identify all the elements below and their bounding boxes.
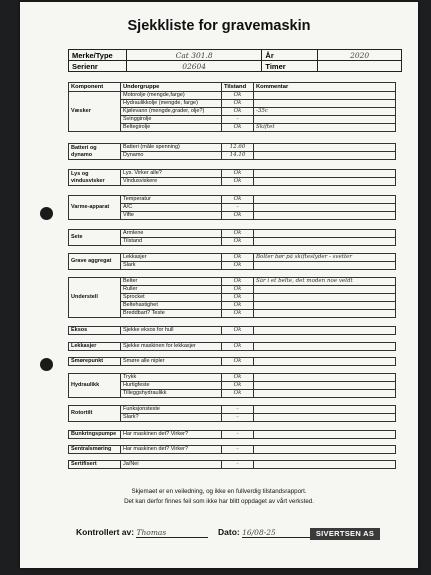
subgroup-cell: Temperatur [121, 196, 222, 204]
state-cell: Ok [222, 230, 254, 238]
state-cell: Ok [222, 382, 254, 390]
state-cell: Ok [222, 262, 254, 270]
table-row [69, 446, 396, 454]
subgroup-cell: Sjekke maskinen for lekkasjer [121, 343, 222, 351]
group-table [68, 82, 396, 132]
table-row [69, 406, 396, 414]
serienr-label: Serienr [69, 61, 127, 72]
kontrollert-field [76, 527, 208, 538]
subgroup-cell: Kjølevann (mengde,grader, olje?) [121, 108, 222, 116]
comment-cell [254, 374, 396, 382]
state-cell: 14.10 [222, 152, 254, 160]
state-cell: – [222, 406, 254, 414]
state-cell: – [222, 461, 254, 469]
subgroup-cell: Lys. Virker alle? [121, 170, 222, 178]
component-name: Lekkasjer [69, 343, 121, 351]
comment-cell [254, 238, 396, 246]
table-row [69, 374, 396, 382]
component-name: Rotortilt [69, 406, 121, 422]
subgroup-cell: Tilstand [121, 238, 222, 246]
comment-cell [254, 262, 396, 270]
subgroup-cell: Har maskinen det? Virker? [121, 446, 222, 454]
comment-cell [254, 343, 396, 351]
state-cell: Ok [222, 238, 254, 246]
component-name: Sertifisert [69, 461, 121, 469]
subgroup-cell: Slark [121, 262, 222, 270]
timer-value [318, 61, 402, 72]
table-row [69, 343, 396, 351]
state-cell: Ok [222, 170, 254, 178]
group-table [68, 253, 396, 270]
comment-cell [254, 144, 396, 152]
dato-field [218, 527, 312, 538]
subgroup-cell: A/C [121, 204, 222, 212]
checklist-sheet [20, 2, 418, 568]
subgroup-cell: Vifte [121, 212, 222, 220]
component-name: Bunkringspumpe [69, 431, 121, 439]
state-cell: Ok [222, 100, 254, 108]
ar-label: År [262, 50, 318, 61]
state-cell: Ok [222, 212, 254, 220]
subgroup-cell: Ruller [121, 286, 222, 294]
subgroup-cell: Vindusviskere [121, 178, 222, 186]
state-cell: Ok [222, 358, 254, 366]
comment-cell: Skiftet [254, 124, 396, 132]
subgroup-cell: Trykk [121, 374, 222, 382]
subgroup-cell: Sjekke eksos for hull [121, 327, 222, 335]
comment-cell [254, 100, 396, 108]
page-title: Sjekkliste for gravemaskin [127, 18, 311, 34]
disclaimer-line-1: Skjemaet er en veiledning, og ikke en fullverdig tilstandsrapport. [131, 488, 307, 495]
state-cell: Ok [222, 108, 254, 116]
state-cell: Ok [222, 178, 254, 186]
comment-cell [254, 152, 396, 160]
comment-cell [254, 382, 396, 390]
table-row [69, 358, 396, 366]
comment-cell [254, 204, 396, 212]
state-cell: – [222, 446, 254, 454]
dato-value: 16/08-25 [242, 528, 312, 538]
state-cell: Ok [222, 374, 254, 382]
comment-cell [254, 327, 396, 335]
comment-cell [254, 196, 396, 204]
state-cell: Ok [222, 196, 254, 204]
subgroup-cell: Beltegirolje [121, 124, 222, 132]
comment-cell [254, 294, 396, 302]
subgroup-cell: Tilleggshydraulikk [121, 390, 222, 398]
component-name: Hydraulikk [69, 374, 121, 398]
state-cell: Ok [222, 302, 254, 310]
subgroup-cell: Har maskinen det? Virker? [121, 431, 222, 439]
subgroup-cell: Smøre alle nipler [121, 358, 222, 366]
state-cell: Ok [222, 286, 254, 294]
comment-cell [254, 358, 396, 366]
group-table [68, 143, 396, 160]
state-cell: 12.60 [222, 144, 254, 152]
subgroup-cell: Armlene [121, 230, 222, 238]
group-table [68, 229, 396, 246]
subgroup-cell: Ja/Nei [121, 461, 222, 469]
column-header: Tilstand [222, 83, 254, 92]
comment-cell [254, 310, 396, 318]
subgroup-cell: Dynamo [121, 152, 222, 160]
dato-label: Dato: [218, 527, 240, 537]
table-row [69, 230, 396, 238]
component-name: Varme-apparat [69, 196, 121, 220]
group-table [68, 373, 396, 398]
comment-cell [254, 212, 396, 220]
table-row [69, 92, 396, 100]
group-table [68, 357, 396, 366]
comment-cell: Bolter bør på skifteslyder - svetter [254, 254, 396, 262]
component-name: Sentralsmøring [69, 446, 121, 454]
disclaimer-line-2: Det kan derfor finnes feil som ikke har blitt oppdaget av vårt verksted. [124, 498, 314, 505]
group-table [68, 460, 396, 469]
serienr-value: 02604 [126, 61, 262, 72]
comment-cell [254, 406, 396, 414]
state-cell: Ok [222, 310, 254, 318]
table-row [69, 327, 396, 335]
punch-hole [40, 358, 53, 371]
subgroup-cell: Hydraulikkolje (mengde, farge) [121, 100, 222, 108]
component-name: Sete [69, 230, 121, 246]
state-cell: Ok [222, 278, 254, 286]
table-row [69, 278, 396, 286]
comment-cell [254, 302, 396, 310]
table-row [69, 431, 396, 439]
machine-header-table [68, 49, 402, 72]
group-table [68, 430, 396, 439]
timer-label: Timer [262, 61, 318, 72]
state-cell: Ok [222, 390, 254, 398]
state-cell: – [222, 116, 254, 124]
comment-cell: Sår i et belte, det moden noe veldt [254, 278, 396, 286]
subgroup-cell: Breddbart? Teste [121, 310, 222, 318]
disclaimer [20, 487, 418, 507]
group-table [68, 277, 396, 318]
state-cell: Ok [222, 294, 254, 302]
table-row [69, 254, 396, 262]
comment-cell [254, 92, 396, 100]
group-table [68, 326, 396, 335]
group-table [68, 195, 396, 220]
state-cell: Ok [222, 343, 254, 351]
merke-label: Merke/Type [69, 50, 127, 61]
component-name: Batteri og dynamo [69, 144, 121, 160]
group-table [68, 342, 396, 351]
ar-value: 2020 [318, 50, 402, 61]
table-row [69, 196, 396, 204]
company-logo: SIVERTSEN AS [310, 528, 380, 540]
group-table [68, 405, 396, 422]
comment-cell [254, 170, 396, 178]
comment-cell [254, 230, 396, 238]
group-table [68, 445, 396, 454]
component-name: Grave aggregat [69, 254, 121, 270]
comment-cell [254, 178, 396, 186]
group-table [68, 169, 396, 186]
subgroup-cell: Slark? [121, 414, 222, 422]
comment-cell [254, 414, 396, 422]
state-cell: – [222, 204, 254, 212]
comment-cell [254, 461, 396, 469]
state-cell: Ok [222, 254, 254, 262]
state-cell: Ok [222, 124, 254, 132]
column-header: Kommentar [254, 83, 396, 92]
state-cell: – [222, 431, 254, 439]
comment-cell [254, 431, 396, 439]
subgroup-cell: Sprocket [121, 294, 222, 302]
component-name: Lys og vindusvisker [69, 170, 121, 186]
column-header: Komponent [69, 83, 121, 92]
subgroup-cell: Lekkasjer [121, 254, 222, 262]
merke-value: Cat 301.8 [126, 50, 262, 61]
subgroup-cell: Motorolje (mengde,farge) [121, 92, 222, 100]
table-row [69, 461, 396, 469]
component-name: Eksos [69, 327, 121, 335]
component-name: Væsker [69, 92, 121, 132]
table-row [69, 144, 396, 152]
punch-hole [40, 207, 53, 220]
comment-cell: -35c [254, 108, 396, 116]
table-row [69, 170, 396, 178]
subgroup-cell: Hurtigfeste [121, 382, 222, 390]
subgroup-cell: Funksjonsteste [121, 406, 222, 414]
component-name: Smørepunkt [69, 358, 121, 366]
kontrollert-value: Thomas [136, 528, 208, 538]
comment-cell [254, 390, 396, 398]
kontrollert-label: Kontrollert av: [76, 527, 135, 537]
subgroup-cell: Beltehastighet [121, 302, 222, 310]
column-header: Undergruppe [121, 83, 222, 92]
component-name: Understell [69, 278, 121, 318]
comment-cell [254, 286, 396, 294]
subgroup-cell: Svinggirolje [121, 116, 222, 124]
comment-cell [254, 116, 396, 124]
state-cell: Ok [222, 92, 254, 100]
state-cell: – [222, 414, 254, 422]
state-cell: Ok [222, 327, 254, 335]
subgroup-cell: Batteri (måle spenning) [121, 144, 222, 152]
subgroup-cell: Belter [121, 278, 222, 286]
comment-cell [254, 446, 396, 454]
